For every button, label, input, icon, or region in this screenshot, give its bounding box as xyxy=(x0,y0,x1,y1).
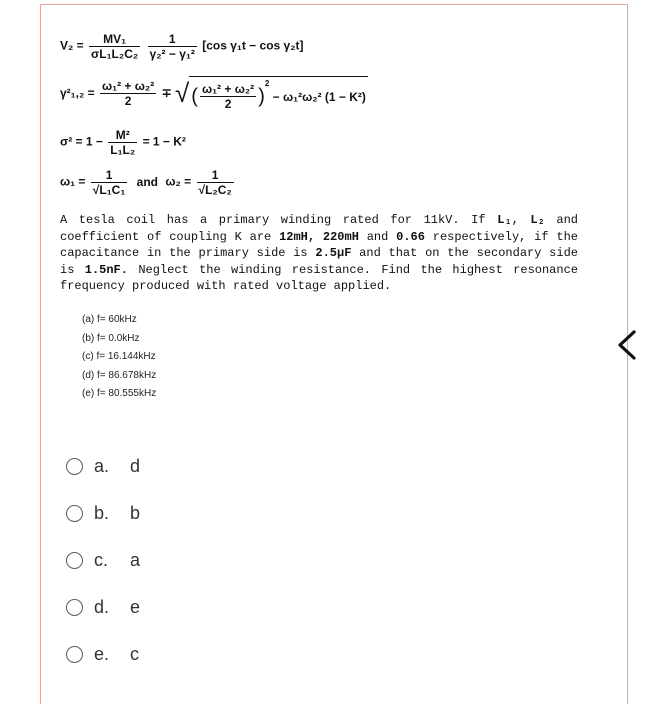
problem-text: and coefficient of coupling K are xyxy=(60,213,578,244)
l1-value: 12mH, xyxy=(279,229,316,244)
v2-den1: σL₁L₂C₂ xyxy=(91,47,139,61)
equation-omega xyxy=(60,168,236,197)
radio-button[interactable] xyxy=(66,646,83,663)
v2-lhs: V₂ = xyxy=(60,38,84,53)
omega2-num: 1 xyxy=(197,168,234,183)
problem-text: and xyxy=(358,229,397,244)
v2-fraction-2 xyxy=(148,32,197,61)
omega2-den: √L₂C₂ xyxy=(198,183,232,197)
problem-text xyxy=(315,230,323,244)
radio-button[interactable] xyxy=(66,552,83,569)
answer-option-b[interactable] xyxy=(66,495,266,531)
omega2-lhs: ω₂ = xyxy=(165,174,192,189)
answer-text: d xyxy=(130,455,141,476)
gamma-inner-fraction xyxy=(200,82,256,111)
gamma-tail: − ω₁²ω₂² (1 − K²) xyxy=(272,89,366,104)
gamma-pm: ∓ xyxy=(161,85,172,100)
choice-item: (c) f= 16.144kHz xyxy=(82,351,156,363)
sqrt-symbol: √ xyxy=(174,78,190,109)
gamma-num: ω₁² + ω₂² xyxy=(101,79,155,94)
radio-button[interactable] xyxy=(66,458,83,475)
answer-option-e[interactable] xyxy=(66,636,266,672)
sqrt-body: ( $\frac{\text{ω₁² + ω₂²}}{2}$ )$^2$ − ω₁²ω₂² (1 − K²) xyxy=(189,76,368,111)
chevron-left-icon[interactable] xyxy=(612,328,642,362)
problem-text: A tesla coil has a primary winding rated for 11kV. If xyxy=(60,213,498,227)
l2-value: 220mH xyxy=(322,229,359,244)
answer-letter: c. xyxy=(94,549,109,570)
answer-text: a xyxy=(130,549,141,570)
answer-option-d[interactable] xyxy=(66,589,266,625)
sigma-tail: = 1 − K² xyxy=(142,134,186,149)
gamma-inner-den: 2 xyxy=(224,97,232,112)
problem-statement xyxy=(60,212,578,295)
choice-item: (d) f= 86.678kHz xyxy=(82,369,157,381)
choice-list xyxy=(82,311,156,404)
answer-letter: b. xyxy=(94,502,110,523)
omega2-fraction xyxy=(197,168,234,197)
choice-item: (e) f= 80.555kHz xyxy=(82,388,157,400)
sigma-lhs: σ² = xyxy=(60,134,83,149)
gamma-fraction xyxy=(100,79,156,108)
c2-value: 1.5nF. xyxy=(84,262,128,277)
problem-text: respectively, if the capacitance in the primary side is xyxy=(60,229,578,260)
answer-text: e xyxy=(130,596,141,617)
equation-v2 xyxy=(60,32,304,61)
gamma-den: 2 xyxy=(124,94,132,109)
k-value: 0.66 xyxy=(396,229,425,244)
radio-button[interactable] xyxy=(66,505,83,522)
c1-value: 2.5μF xyxy=(315,246,352,260)
answer-option-c[interactable] xyxy=(66,542,266,578)
answer-option-a[interactable] xyxy=(66,448,266,484)
answer-letter: a. xyxy=(94,455,110,476)
choice-item: (a) f= 60kHz xyxy=(82,314,137,325)
problem-text: and that on the secondary side is xyxy=(60,246,578,277)
v2-den2: γ₂² − γ₁² xyxy=(149,47,195,61)
gamma-exp: 2 xyxy=(264,79,270,88)
radio-button[interactable] xyxy=(66,599,83,616)
omega1-lhs: ω₁ = xyxy=(60,174,86,189)
omega1-den: √L₁C₁ xyxy=(92,183,126,197)
gamma-lhs: γ²₁,₂ = xyxy=(60,85,95,100)
problem-text: , xyxy=(511,213,531,227)
equation-gamma xyxy=(60,76,368,111)
equation-sigma xyxy=(60,128,186,157)
l1-symbol: L₁ xyxy=(497,213,512,227)
sigma-fraction xyxy=(108,128,137,157)
v2-num2: 1 xyxy=(148,32,197,47)
l2-symbol: L₂ xyxy=(530,213,545,227)
omega-and: and xyxy=(136,174,158,189)
answer-text: b xyxy=(130,502,141,523)
chevron-left-icon xyxy=(612,328,642,362)
answer-letter: d. xyxy=(94,596,110,617)
omega1-fraction xyxy=(91,168,128,197)
problem-text: Neglect the winding resistance. Find the highest resonance frequency produced with rated voltage applied. xyxy=(60,262,578,293)
sigma-den: L₁L₂ xyxy=(110,143,136,157)
gamma-inner-num: ω₁² + ω₂² xyxy=(201,82,255,97)
v2-num1: MV₁ xyxy=(89,32,140,47)
choice-item: (b) f= 0.0kHz xyxy=(82,332,140,344)
omega1-num: 1 xyxy=(91,168,128,183)
sigma-one: 1 − xyxy=(85,134,103,149)
v2-tail: [cos γ₁t − cos γ₂t] xyxy=(202,38,304,53)
sigma-num: M² xyxy=(108,128,137,143)
answer-letter: e. xyxy=(94,643,110,664)
v2-fraction-1 xyxy=(89,32,140,61)
answer-text: c xyxy=(130,643,139,664)
